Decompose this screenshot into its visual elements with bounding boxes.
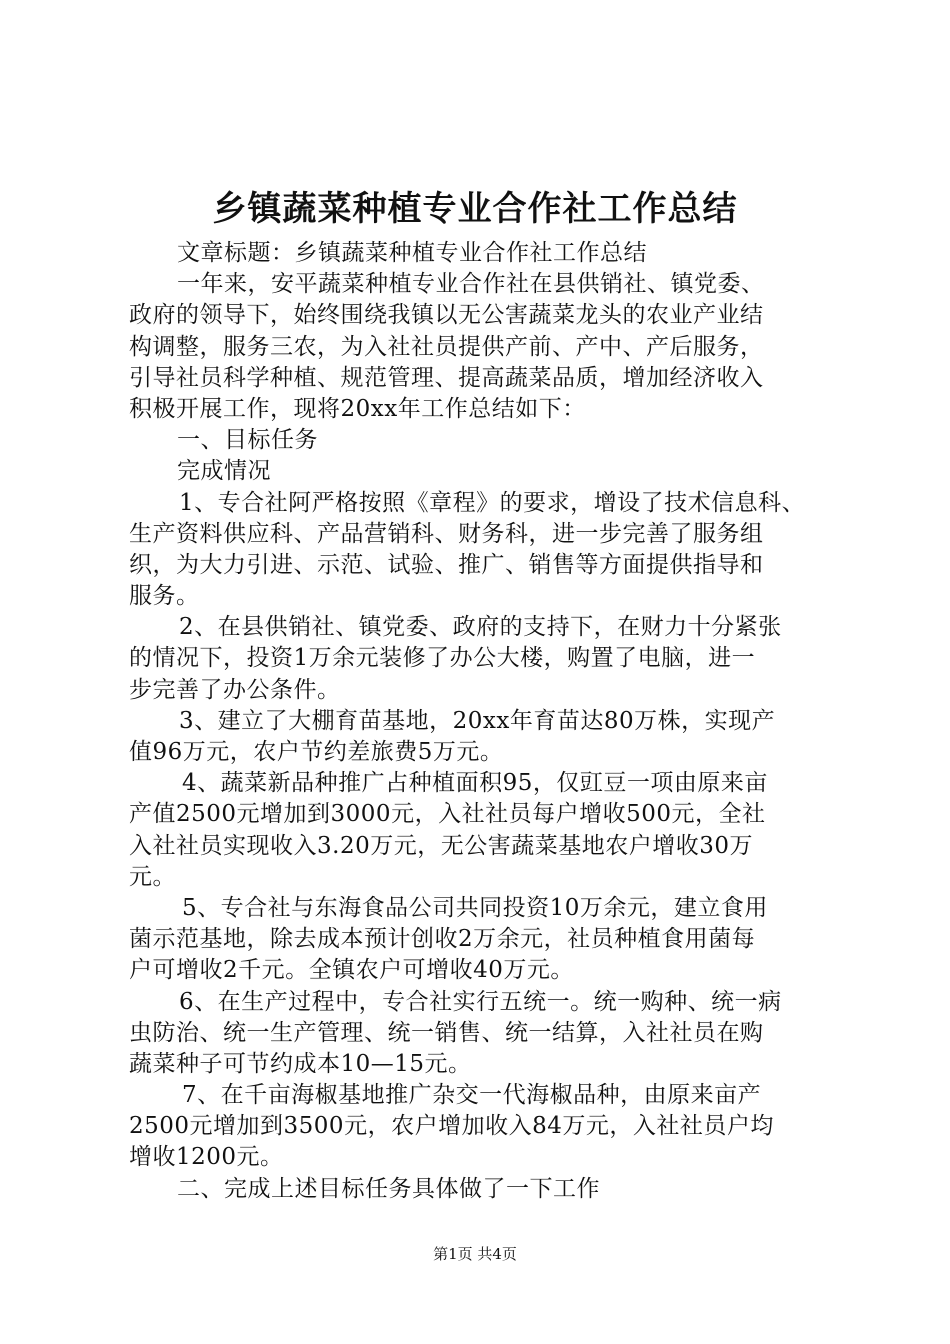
paragraph-line: 生产资料供应科、产品营销科、财务科，进一步完善了服务组: [129, 520, 764, 547]
paragraph-line: 服务。: [129, 583, 200, 610]
paragraph-line: 虫防治、统一生产管理、统一销售、统一结算，入社社员在购: [129, 1019, 764, 1046]
paragraph-line: 引导社员科学种植、规范管理、提高蔬菜品质，增加经济收入: [129, 364, 764, 391]
section-heading: 二、完成上述目标任务具体做了一下工作: [177, 1175, 600, 1202]
paragraph-line: 2、在县供销社、镇党委、政府的支持下，在财力十分紧张: [179, 614, 782, 641]
section-heading: 一、目标任务: [177, 427, 318, 454]
paragraph-line: 1、专合社阿严格按照《章程》的要求，增设了技术信息科、: [179, 489, 806, 516]
paragraph-line: 5、专合社与东海食品公司共同投资10万余元，建立食用: [182, 894, 768, 921]
paragraph-line: 2500元增加到3500元，农户增加收入84万元，入社社员户均: [129, 1113, 774, 1140]
paragraph-line: 积极开展工作，现将20xx年工作总结如下：: [129, 395, 586, 422]
paragraph-line: 的情况下，投资1万余元装修了办公大楼，购置了电脑，进一: [129, 645, 756, 672]
paragraph-line: 织，为大力引进、示范、试验、推广、销售等方面提供指导和: [129, 551, 764, 578]
document-title: 乡镇蔬菜种植专业合作社工作总结: [212, 189, 738, 229]
paragraph-line: 值96万元，农户节约差旅费5万元。: [129, 739, 504, 765]
paragraph-line: 一年来，安平蔬菜种植专业合作社在县供销社、镇党委、: [177, 271, 765, 298]
paragraph-line: 步完善了办公条件。: [129, 676, 341, 703]
paragraph-line: 构调整，服务三农，为入社社员提供产前、产中、产后服务，: [129, 333, 764, 360]
paragraph-line: 菌示范基地，除去成本预计创收2万余元，社员种植食用菌每: [129, 926, 756, 953]
article-title-line: 文章标题：乡镇蔬菜种植专业合作社工作总结: [177, 240, 647, 266]
paragraph-line: 蔬菜种子可节约成本10—15元。: [129, 1050, 472, 1077]
paragraph-line: 3、建立了大棚育苗基地，20xx年育苗达80万株，实现产: [179, 707, 776, 734]
paragraph-line: 增收1200元。: [129, 1144, 284, 1171]
paragraph-line: 户可增收2千元。全镇农户可增收40万元。: [129, 957, 574, 984]
document-body: [129, 238, 833, 1205]
paragraph-line: 政府的领导下，始终围绕我镇以无公害蔬菜龙头的农业产业结: [129, 302, 764, 329]
paragraph-line: 元。: [129, 863, 176, 890]
paragraph-line: 产值2500元增加到3000元，入社社员每户增收500元，全社: [129, 801, 766, 828]
paragraph-line: 4、蔬菜新品种推广占种植面积95，仅豇豆一项由原来亩: [182, 770, 768, 797]
paragraph-line: 6、在生产过程中，专合社实行五统一。统一购种、统一病: [179, 988, 782, 1015]
page-footer: 第1页 共4页: [433, 1245, 517, 1263]
subsection-heading: 完成情况: [177, 458, 271, 485]
paragraph-line: 入社社员实现收入3.20万元，无公害蔬菜基地农户增收30万: [129, 832, 753, 859]
paragraph-line: 7、在千亩海椒基地推广杂交一代海椒品种，由原来亩产: [182, 1082, 762, 1109]
